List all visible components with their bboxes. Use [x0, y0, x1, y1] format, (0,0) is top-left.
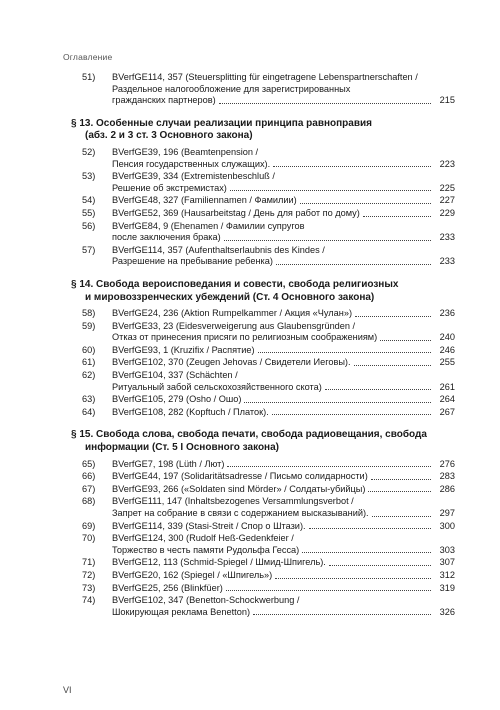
entry-number: 51): [82, 72, 96, 82]
entry-number: 52): [82, 146, 96, 157]
dot-leader: [275, 578, 431, 579]
entry-page-number: 215: [439, 95, 455, 106]
entry-title-line: Пенсия государственных служащих).: [112, 158, 271, 169]
toc-entry[interactable]: [80, 459, 455, 471]
entry-title-line: BVerfGE93, 1 (Kruzifix / Распятие): [112, 344, 255, 355]
toc-entry[interactable]: [80, 484, 455, 496]
entry-title: [112, 357, 455, 369]
entry-number: 63): [82, 394, 96, 405]
dot-leader: [253, 614, 431, 615]
table-of-contents: [71, 72, 455, 619]
entry-title-line: BVerfGE44, 197 (Solidaritätsadresse / Письмо солидарности): [112, 471, 368, 482]
section-heading-line: (абз. 2 и 3 ст. 3 Основного закона): [85, 130, 253, 142]
entry-page-number: 255: [439, 357, 455, 368]
toc-entry[interactable]: [80, 345, 455, 357]
dot-leader: [219, 103, 431, 104]
entry-page-number: 246: [439, 344, 455, 355]
entry-page-number: 223: [439, 158, 455, 169]
toc-entry[interactable]: [80, 72, 455, 107]
entry-title: [112, 484, 455, 496]
toc-entry[interactable]: [80, 208, 455, 220]
toc-entry[interactable]: [80, 147, 455, 170]
entry-number: 56): [82, 220, 96, 231]
dot-leader: [226, 590, 431, 591]
entry-page-number: 283: [439, 471, 455, 482]
entry-page-number: 297: [439, 508, 455, 518]
dot-leader: [302, 552, 431, 553]
entry-title: [112, 394, 455, 406]
entry-number: 62): [82, 370, 96, 381]
entry-page-number: 300: [439, 520, 455, 531]
dot-leader: [325, 389, 431, 390]
section-heading-line: § 13. Особенные случаи реализации принципа равноправия: [71, 117, 372, 129]
entry-title-line: Решение об экстремистах): [112, 182, 227, 193]
entry-number: 53): [82, 171, 96, 182]
dot-leader: [300, 203, 431, 204]
entry-title-line: Разрешение на пребывание ребенка): [112, 256, 273, 267]
entry-title-line: BVerfGE39, 196 (Beamtenpension /: [112, 146, 259, 157]
entry-title: [112, 370, 455, 393]
entry-number: 68): [82, 496, 96, 507]
entry-title-line: BVerfGE33, 23 (Eidesverweigerung aus Glaubensgründen /: [112, 320, 356, 331]
dot-leader: [355, 316, 431, 317]
entry-title: [112, 308, 455, 320]
entry-title: [112, 496, 455, 519]
entry-title-line: BVerfGE24, 236 (Aktion Rumpelkammer / Акция «Чулан»): [112, 308, 353, 319]
dot-leader: [230, 190, 431, 191]
entry-number: 66): [82, 471, 96, 482]
entry-title-line: Запрет на собрание в связи с содержанием высказываний).: [112, 508, 369, 518]
entry-title-line: BVerfGE52, 369 (Hausarbeitstag / День для работ по дому): [112, 207, 360, 218]
section-heading: [71, 429, 455, 454]
toc-entry[interactable]: [80, 171, 455, 194]
entry-title: [112, 345, 455, 357]
entry-page-number: 319: [439, 582, 455, 593]
entry-title: [112, 221, 455, 244]
toc-entry[interactable]: [80, 308, 455, 320]
entry-title-line: Торжество в честь памяти Рудольфа Гесса): [112, 544, 300, 555]
toc-entry[interactable]: [80, 595, 455, 618]
entry-title-line: BVerfGE39, 334 (Extremistenbeschluß /: [112, 171, 275, 182]
toc-entry[interactable]: [80, 557, 455, 569]
dot-leader: [368, 491, 431, 492]
entry-page-number: 236: [439, 308, 455, 319]
entry-title-line: BVerfGE84, 9 (Ehenamen / Фамилии супругов: [112, 220, 305, 231]
entry-title: [112, 521, 455, 533]
entry-page-number: 240: [439, 332, 455, 343]
entry-title-line: BVerfGE114, 339 (Stasi-Streit / Спор о Штази).: [112, 520, 306, 531]
dot-leader: [363, 216, 431, 217]
dot-leader: [244, 402, 431, 403]
entry-title-line: BVerfGE25, 256 (Blinkfüer): [112, 582, 223, 593]
entry-title: [112, 570, 455, 582]
dot-leader: [224, 240, 431, 241]
entry-number: 69): [82, 520, 96, 531]
entry-page-number: 312: [439, 569, 455, 580]
section-heading-line: § 15. Свобода слова, свобода печати, свобода радиовещания, свобода: [71, 429, 427, 441]
entry-title-line: BVerfGE111, 147 (Inhaltsbezogenes Versammlungsverbot /: [112, 496, 354, 507]
dot-leader: [309, 528, 431, 529]
entry-page-number: 303: [439, 544, 455, 555]
dot-leader: [372, 516, 431, 517]
entry-title-line: BVerfGE114, 357 (Aufenthaltserlaubnis des Kindes /: [112, 244, 325, 255]
entry-title-line: BVerfGE105, 279 (Osho / Ошо): [112, 394, 242, 405]
entry-title: [112, 583, 455, 595]
dot-leader: [273, 166, 431, 167]
entry-page-number: 225: [439, 182, 455, 193]
entry-page-number: 233: [439, 232, 455, 243]
entry-title: [112, 557, 455, 569]
entry-number: 70): [82, 533, 96, 544]
entry-title: [112, 533, 455, 556]
entry-page-number: 229: [439, 207, 455, 218]
entry-number: 59): [82, 320, 96, 331]
toc-entry[interactable]: [80, 394, 455, 406]
toc-entry[interactable]: [80, 521, 455, 533]
entry-page-number: 276: [439, 458, 455, 469]
entry-page-number: 286: [439, 483, 455, 494]
section-heading-line: информации (Ст. 5 I Основного закона): [85, 442, 279, 454]
dot-leader: [354, 365, 431, 366]
entry-title: [112, 407, 455, 419]
entry-title-line: BVerfGE104, 337 (Schächten /: [112, 370, 238, 381]
entry-title-line: BVerfGE7, 198 (Lüth / Лют): [112, 458, 225, 469]
entry-number: 61): [82, 357, 96, 368]
entry-title: [112, 471, 455, 483]
dot-leader: [371, 479, 431, 480]
entry-title: [112, 245, 455, 268]
entry-title-line: BVerfGE108, 282 (Kopftuch / Платок).: [112, 406, 269, 417]
entry-number: 54): [82, 195, 96, 206]
toc-entry[interactable]: [80, 245, 455, 268]
entry-number: 65): [82, 458, 96, 469]
entry-title: [112, 321, 455, 344]
entry-title: [112, 147, 455, 170]
toc-entry[interactable]: [80, 370, 455, 393]
entry-title-line: гражданских партнеров): [112, 95, 216, 106]
toc-entry[interactable]: [80, 471, 455, 483]
toc-entry[interactable]: [80, 496, 455, 519]
dot-leader: [329, 565, 431, 566]
entry-page-number: 261: [439, 381, 455, 392]
entry-number: 71): [82, 557, 96, 568]
toc-entry[interactable]: [80, 570, 455, 582]
entry-title: [112, 72, 455, 107]
entry-title-line: BVerfGE114, 357 (Steuersplitting für eingetragene Lebenspartnerschaften /: [112, 72, 418, 82]
section-heading-line: и мировоззренческих убеждений (Ст. 4 Основного закона): [85, 291, 375, 303]
entry-title-line: BVerfGE93, 266 («Soldaten sind Mörder» / Солдаты-убийцы): [112, 483, 366, 494]
toc-entry[interactable]: [80, 533, 455, 556]
entry-title-line: BVerfGE124, 300 (Rudolf Heß-Gedenkfeier /: [112, 533, 294, 544]
dot-leader: [272, 414, 431, 415]
entry-title: [112, 171, 455, 194]
section-heading: [71, 279, 455, 304]
dot-leader: [276, 264, 431, 265]
entry-title-line: Шокирующая реклама Benetton): [112, 606, 251, 617]
page-number: VI: [63, 685, 72, 695]
dot-leader: [380, 340, 431, 341]
entry-title-line: Ритуальный забой сельскохозяйственного скота): [112, 381, 322, 392]
entry-title: [112, 195, 455, 207]
toc-entry[interactable]: [80, 357, 455, 369]
entry-page-number: 233: [439, 256, 455, 267]
entry-number: 72): [82, 569, 96, 580]
entry-page-number: 264: [439, 394, 455, 405]
entry-number: 58): [82, 308, 96, 319]
section-heading: [71, 118, 455, 143]
toc-entry[interactable]: [80, 407, 455, 419]
entry-title-line: после заключения брака): [112, 232, 221, 243]
entry-page-number: 326: [439, 606, 455, 617]
entry-page-number: 267: [439, 406, 455, 417]
entry-number: 67): [82, 483, 96, 494]
entry-number: 60): [82, 344, 96, 355]
entry-title-line: BVerfGE102, 347 (Benetton-Schockwerbung /: [112, 595, 300, 606]
running-head: Оглавление: [63, 52, 113, 62]
entry-number: 73): [82, 582, 96, 593]
section-heading-line: § 14. Свобода вероисповедания и совести, свобода религиозных: [71, 278, 399, 290]
dot-leader: [227, 466, 431, 467]
toc-entry[interactable]: [80, 583, 455, 595]
entry-title-line: BVerfGE102, 370 (Zeugen Jehovas / Свидетели Иеговы).: [112, 357, 351, 368]
toc-entry[interactable]: [80, 221, 455, 244]
entry-number: 74): [82, 595, 96, 606]
entry-number: 55): [82, 207, 96, 218]
entry-title-line: BVerfGE12, 113 (Schmid-Spiegel / Шмид-Шпигель).: [112, 557, 326, 568]
toc-entry[interactable]: [80, 195, 455, 207]
entry-number: 57): [82, 244, 96, 255]
entry-page-number: 227: [439, 195, 455, 206]
dot-leader: [258, 352, 431, 353]
entry-title-line: BVerfGE20, 162 (Spiegel / «Шпигель»): [112, 569, 273, 580]
entry-title-line: Раздельное налогообложение для зарегистрированных: [112, 83, 351, 94]
toc-entry[interactable]: [80, 321, 455, 344]
entry-title-line: BVerfGE48, 327 (Familiennamen / Фамилии): [112, 195, 297, 206]
entry-title: [112, 459, 455, 471]
entry-title-line: Отказ от принесения присяги по религиозным соображениям): [112, 332, 378, 343]
entry-title: [112, 208, 455, 220]
entry-title: [112, 595, 455, 618]
entry-number: 64): [82, 406, 96, 417]
entry-page-number: 307: [439, 557, 455, 568]
